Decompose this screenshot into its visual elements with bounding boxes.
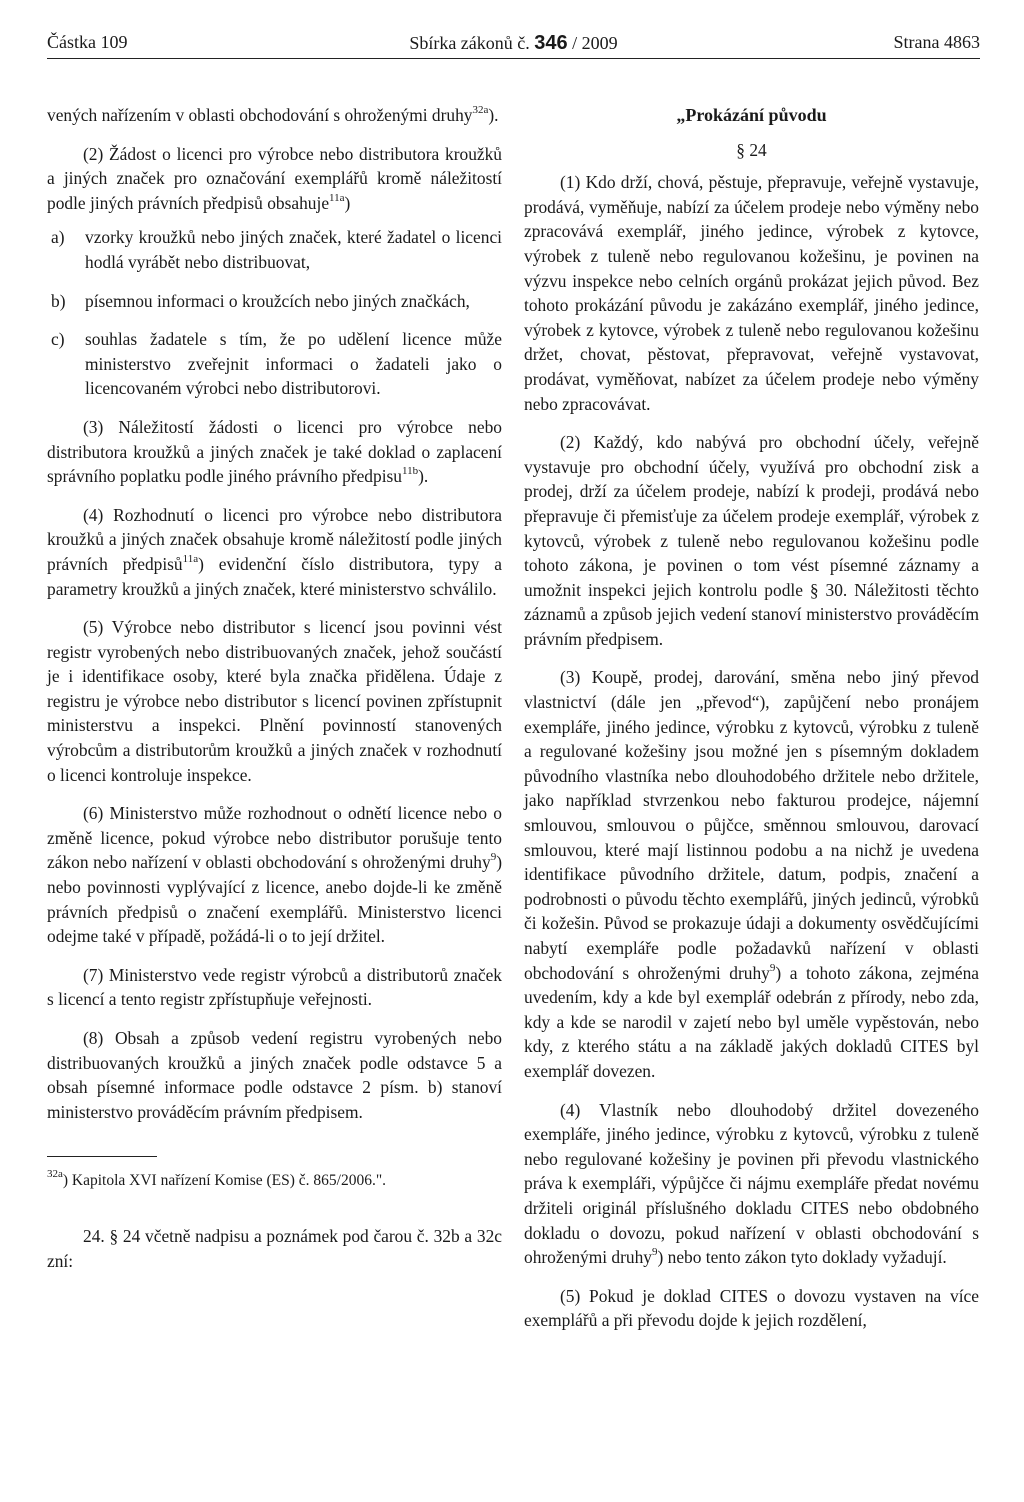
list-item	[47, 225, 502, 274]
footnote-ref: 32a	[472, 104, 489, 116]
paragraph-6-text: (6) Ministerstvo může rozhodnout o odnětí licence nebo o změně licence, pokud výrobce nebo distributor porušuje tento zákon nebo nařízení v oblasti obchodování s ohroženými druhy	[47, 803, 502, 873]
footnote	[47, 1169, 502, 1194]
paragraph-5: (5) Výrobce nebo distributor s licencí jsou povinni vést registr vyrobených nebo distribuovaných značek, jehož součástí je i identifikace osoby, které byla značka přidělena. Údaje z registru je výrobce nebo distributor s licencí povinen zpřístupnit ministerstvu a inspekci. Plnění povinností stanovených výrobcům a distributorům kroužků a jiných značek v rozhodnutí o licenci kontroluje inspekce.	[47, 617, 502, 785]
footnote-ref: 11a	[329, 191, 345, 204]
amendment-point-24: 24. § 24 včetně nadpisu a poznámek pod čarou č. 32b a 32c zní:	[47, 1225, 502, 1271]
list-item-text: písemnou informaci o kroužcích nebo jiných značkách,	[85, 290, 470, 311]
section-paragraph-4	[524, 1098, 979, 1270]
continuation-end: ).	[488, 105, 499, 125]
collection-title	[47, 32, 980, 55]
section-heading: „Prokázání původu	[676, 105, 827, 125]
list-item	[47, 289, 502, 314]
paragraph-8: (8) Obsah a způsob vedení registru vyrobených nebo distribuovaných kroužků a jiných značek podle odstavce 5 a obsah písemné informace podle odstavce 2 písm. b) stanoví ministerstvo prováděcím právním předpisem.	[47, 1028, 502, 1122]
page-header	[47, 32, 980, 59]
continuation-paragraph	[47, 103, 502, 128]
section-paragraph-2: (2) Každý, kdo nabývá pro obchodní účely, veřejně vystavuje pro obchodní účely, využívá pro obchodní zisk a prodej, drží za účelem prodeje, nabízí k prodeji, prodává nebo přepravuje či přemisťuje za účelem prodeje exemplář, výrobek z kytovců, výrobek z tuleně nebo regulovanou kožešinu podle tohoto zákona, je povinen o tom vést písemné záznamy a umožnit inspekci jejich kontrolu podle § 30. Náležitosti těchto záznamů a způsob jejich vedení stanoví ministerstvo prováděcím právním předpisem.	[524, 432, 979, 649]
section-paragraph-3	[524, 665, 979, 1083]
issue-label: Částka 109	[47, 32, 128, 52]
collection-prefix: Sbírka zákonů č.	[409, 33, 530, 53]
list-item-label: b)	[51, 290, 66, 311]
paragraph-3-text: (3) Náležitostí žádosti o licenci pro výrobce nebo distributora kroužků a jiných značek je také doklad o zaplacení správního poplatku podle jiného právního předpisu	[47, 416, 502, 487]
footnote-divider	[47, 1156, 157, 1157]
section-paragraph-3-text: (3) Koupě, prodej, darování, směna nebo jiný převod vlastnictví (dále jen „převod“), zapůjčení nebo pronájem exempláře, jiného jedince, výrobku z kytovců, výrobku z tuleně a regulované kožešiny jsou možné jen s písemným dokladem původního vlastníka nebo dlouhodobého držitele nebo držitele, jako například stvrzenkou nebo fakturou prodejce, nájemní smlouvou, smlouvou o půjčce, směnnou smlouvou, darovací smlouvou, které mají listinnou podobu a na nichž je uvedena identifikace původního držitele, datum, podpis, značení a podrobnosti o původu těchto exemplářů, jiných jedinců, výrobků či kožešin. Původ se prokazuje údaji a dokumenty osvědčujícími nabytí exempláře podle požadavků nařízení v oblasti obchodování s ohroženými druhy	[524, 667, 979, 983]
footnote-ref: 11a	[182, 552, 199, 565]
paragraph-2	[47, 142, 502, 216]
paragraph-7: (7) Ministerstvo vede registr výrobců a distributorů značek s licencí a tento registr zpřístupňuje veřejnosti.	[47, 964, 502, 1010]
law-number: 346	[534, 32, 568, 54]
paragraph-2-text: (2) Žádost o licenci pro výrobce nebo distributora kroužků a jiných značek pro označování exemplářů kromě náležitostí podle jiných právních předpisů obsahuje	[47, 143, 502, 213]
section-paragraph-5: (5) Pokud je doklad CITES o dovozu vystaven na více exemplářů a při převodu dojde k jejich rozdělení,	[524, 1285, 979, 1331]
list-item	[47, 327, 502, 401]
paragraph-3-end: ).	[418, 466, 429, 487]
paragraph-3	[47, 415, 502, 489]
collection-year: / 2009	[572, 33, 618, 53]
footnote-ref: 9	[651, 1246, 658, 1259]
paragraph-4-text: (4) Rozhodnutí o licenci pro výrobce nebo distributora kroužků a jiných značek obsahuje kromě náležitostí podle jiných právních předpisů	[47, 504, 502, 574]
section-paragraph-4-end: ) nebo tento zákon tyto doklady vyžadují.	[657, 1247, 947, 1268]
footnote-marker: 32a	[47, 1168, 63, 1181]
list-item-text: vzorky kroužků nebo jiných značek, které žadatel o licenci hodlá vyrábět nebo distribuovat,	[85, 227, 502, 272]
continuation-text: vených nařízením v oblasti obchodování s ohroženými druhy	[47, 105, 473, 125]
paragraph-6	[47, 801, 502, 949]
list-item-label: a)	[51, 227, 65, 248]
paragraph-2-end: )	[344, 192, 351, 213]
footnote-ref: 11b	[402, 465, 419, 478]
footnote-ref: 9	[769, 961, 776, 974]
section-paragraph-4-text: (4) Vlastník nebo dlouhodobý držitel dovezeného exempláře, jiného jedince, výrobku z kytovců, výrobku z tuleně nebo regulované kožešiny je povinen při převodu vlastnického práva k exempláři, výpůjčce či nájmu exempláře předat novému držiteli originál příslušného dokladu CITES nebo obdobného dokladu o dovozu, pokud nařízení v oblasti obchodování s ohroženými druhy	[524, 1099, 979, 1268]
footnote-text: ) Kapitola XVI nařízení Komise (ES) č. 865/2006.".	[62, 1172, 387, 1190]
right-column	[524, 103, 979, 1347]
paragraph-4-end: ) evidenční číslo distributora, typy a parametry kroužků a jiných značek, které ministerstvo schválilo.	[47, 553, 502, 599]
paragraph-6-end: ) nebo povinnosti vyplývající z licence, anebo dojde-li ke změně právních předpisů o značení exemplářů. Ministerstvo licenci odejme také v případě, požádá-li o to její držitel.	[47, 852, 502, 947]
left-column	[47, 103, 502, 1287]
section-number: § 24	[736, 139, 767, 160]
paragraph-4	[47, 503, 502, 601]
section-paragraph-3-end: ) a tohoto zákona, zejména uvedením, kdy a kde byl exemplář odebrán z přírody, nebo zda, kdy a kde se narodil v zajetí nebo byl uměle vypěstován, nebo kdy, z kterého státu a na základě jakých dokladů CITES byl exemplář dovezen.	[524, 962, 979, 1081]
footnote-ref: 9	[490, 851, 497, 864]
list-item-label: c)	[51, 329, 65, 350]
page-number: Strana 4863	[893, 32, 980, 52]
section-paragraph-1: (1) Kdo drží, chová, pěstuje, přepravuje, veřejně vystavuje, prodává, vyměňuje, nabízí za účelem prodeje nebo výměny nebo zpracovává exemplář, jiného jedince, výrobek z kytovce, výrobek z tuleně nebo regulovanou kožešinu, je povinen na výzvu inspekce nebo celních orgánů prokázat jejich původ. Bez tohoto prokázání původu je zakázáno exemplář, jiného jedince, výrobek z kytovce, výrobek z tuleně nebo regulovanou kožešinu držet, chovat, pěstovat, přepravovat, veřejně vystavovat, prodávat, vyměňovat, nabízet za účelem prodeje nebo výměny nebo zpracovávat.	[524, 172, 979, 414]
list-item-text: souhlas žadatele s tím, že po udělení licence může ministerstvo zveřejnit informaci o žadateli jako o licencovaném výrobci nebo distributorovi.	[85, 329, 502, 399]
